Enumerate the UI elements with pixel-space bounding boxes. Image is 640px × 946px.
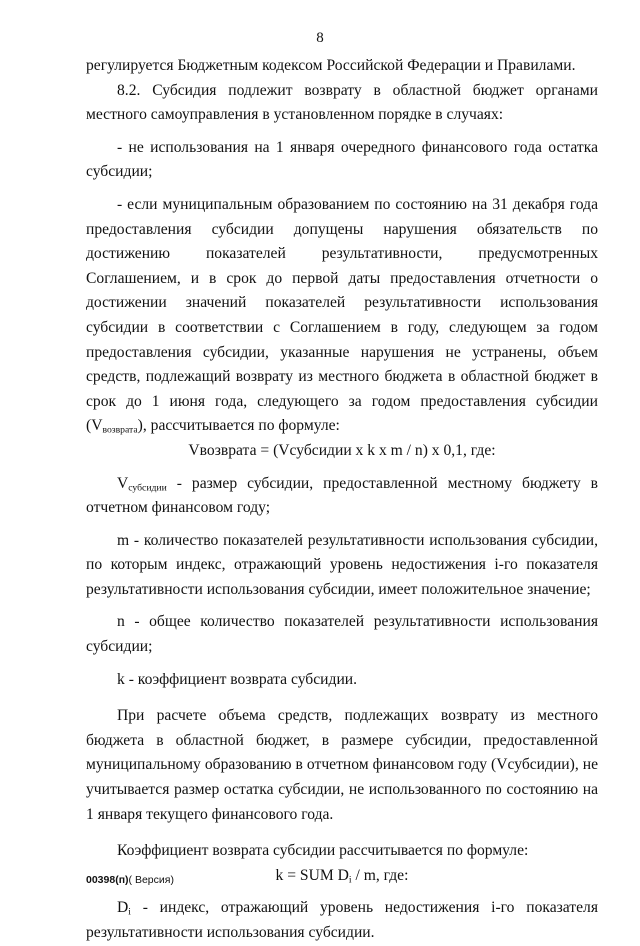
v-subsidy-text: - размер субсидии, предоставленной местному бюджету в отчетном финансовом году; (86, 474, 598, 517)
case-2-text: - если муниципальным образованием по состоянию на 31 декабря года предоставления субсидии допущены нарушения обязательств по достижению показателей результативности, предусмотренных Соглашением, и в срок до первой даты предоставления отчетности о достижении значений показателей результативности использования субсидии в соответствии с Соглашением в году, следующем за годом предоставления субсидии, указанные нарушения не устранены, объем средств, подлежащий возврату из местного бюджета в областной бюджет в срок до 1 июня года, следующего за годом предоставления субсидии (V (86, 195, 598, 435)
footer-version (86, 874, 174, 886)
definition-v-subsidy (86, 472, 598, 521)
formula-k-left: k = SUM D (275, 866, 349, 884)
footer-code: 00398(п) (86, 874, 129, 886)
paragraph-calculation-note: При расчете объема средств, подлежащих возврату из местного бюджета в областной бюджет, в размере субсидии, предоставленной муниципальному образованию в отчетном финансовом году (Vсубсидии), не учитывается размер остатка субсидии, не использованного по состоянию на 1 января текущего финансового года. (86, 707, 598, 823)
definition-d (86, 896, 598, 945)
d-text: - индекс, отражающий уровень недостижения i-го показателя результативности использования субсидии. (86, 899, 598, 941)
footer-version-label: ( Версия) (128, 874, 174, 886)
v-symbol: V (117, 474, 129, 492)
paragraph-case-1: - не использования на 1 января очередного финансового года остатка субсидии; (86, 138, 598, 181)
page-number: 8 (316, 30, 324, 46)
paragraph-case-2 (86, 193, 598, 439)
paragraph-8-2: 8.2. Субсидия подлежит возврату в областной бюджет органами местного самоуправления в установленном порядке в случаях: (86, 81, 598, 124)
definition-k: k - коэффициент возврата субсидии. (117, 670, 358, 688)
paragraph-0: регулируется Бюджетным кодексом Российской Федерации и Правилами. (86, 57, 576, 74)
formula-k-subscript: i (348, 874, 352, 886)
formula-v-return: Vвозврата = (Vсубсидии x k x m / n) x 0,1, где: (188, 441, 496, 459)
d-subscript: i (128, 906, 131, 918)
definition-m: m - количество показателей результативности использования субсидии, по которым индекс, отражающий уровень недостижения i-го показателя результативности использования субсидии, имеет положительное значение; (86, 531, 598, 598)
v-subsidy-subscript: субсидии (128, 481, 167, 493)
d-symbol: D (117, 899, 129, 917)
formula-k-right: / m, где: (351, 866, 409, 884)
v-return-subscript: возврата (102, 424, 138, 436)
paragraph-coefficient: Коэффициент возврата субсидии рассчитывается по формуле: (117, 842, 529, 860)
case-2-tail: ), рассчитывается по формуле: (137, 417, 340, 435)
document-body (86, 54, 598, 946)
definition-n: n - общее количество показателей результативности использования субсидии; (86, 613, 598, 656)
